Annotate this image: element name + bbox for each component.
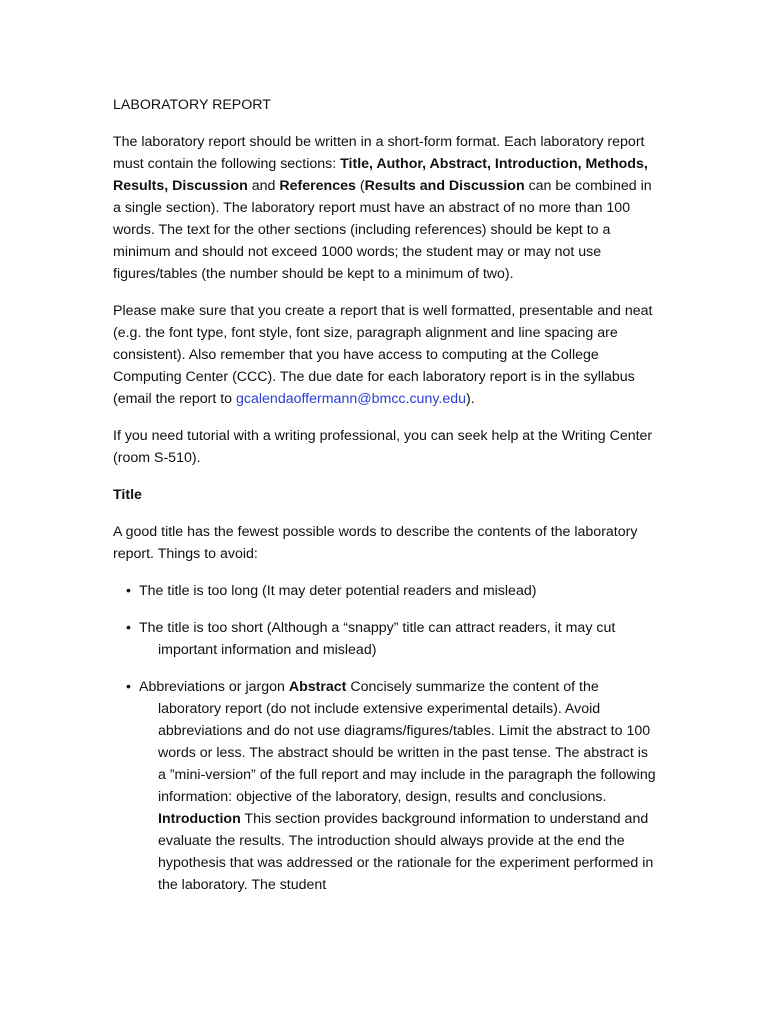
format-text-1: Please make sure that you create a report that is well formatted, presentable and neat (e.g. the font type, font style, font size, paragraph alignment and line spacing are consistent). Also remember that you have access to computing at the College Computing Center (CCC). The due date for each laboratory report is in the syllabus (email the report to [113,303,653,407]
list-item-text-1: Abbreviations or jargon [139,679,289,695]
list-item-text-2: Concisely summarize the content of the laboratory report (do not include extensive experimental details). Avoid abbreviations and do not use diagrams/figures/tables. Limit the abstract to 100 words or less. The abstract should be written in the past tense. The abstract is a ”mini-version” of the full report and may include in the paragraph the following information: objective of the laboratory, design, results and conclusions. [158,679,656,805]
intro-paragraph [113,131,658,285]
format-paragraph [113,300,658,410]
tutorial-paragraph: If you need tutorial with a writing professional, you can seek help at the Writing Center (room S-510). [113,428,653,466]
intro-text-4: can be combined in a single section). The laboratory report must have an abstract of no more than 100 words. The text for the other sections (including references) should be kept to a minimum and should not exceed 1000 words; the student may or may not use figures/tables (the number should be kept to a minimum of two). [113,178,652,282]
intro-text-3: ( [355,178,365,194]
email-link[interactable]: gcalendaoffermann@bmcc.cuny.edu [236,391,466,407]
intro-text-2: and [247,178,280,194]
list-item-text-3: This section provides background information to understand and evaluate the results. The introduction should always provide at the end the hypothesis that was addressed or the rationale for the experiment performed in the laboratory. The student [158,811,654,893]
intro-results-discussion-bold: Results and Discussion [364,178,525,194]
abstract-heading: Abstract [288,679,347,695]
list-item-text: The title is too short (Although a “snappy” title can attract readers, it may cut important information and mislead) [139,620,616,658]
list-item [113,676,658,896]
format-text-2: ). [466,391,475,407]
avoid-list [113,580,658,896]
title-section-heading: Title [113,487,142,503]
intro-text-1: The laboratory report should be written in a short-form format. Each laboratory report must contain the following sections: [113,134,645,172]
list-item [113,617,658,661]
document-heading: LABORATORY REPORT [113,97,271,113]
introduction-heading: Introduction [158,811,241,827]
list-item-text: The title is too long (It may deter potential readers and mislead) [139,583,537,599]
bullet-icon: • [126,583,131,599]
bullet-icon: • [126,620,131,636]
intro-sections-bold: Title, Author, Abstract, Introduction, Methods, Results, Discussion [113,156,648,194]
title-section-body: A good title has the fewest possible words to describe the contents of the laboratory report. Things to avoid: [113,524,638,562]
intro-references-bold: References [279,178,356,194]
list-item [113,580,658,602]
document-page [113,94,658,911]
bullet-icon: • [126,679,131,695]
